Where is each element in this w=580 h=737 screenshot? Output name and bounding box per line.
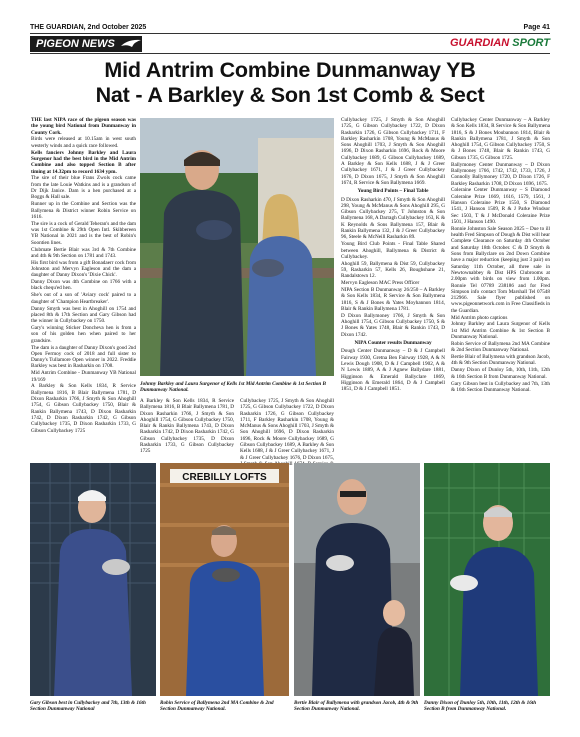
paragraph: A Barkley & Son Kells 1834, R Service Ballymena 1816, B Blair Ballymena 1781, D Dixon Rasharkin 1766, J Smyth & Son Ahoghill 1754, G Gibson Cullybackey 1750, Blair & Rankin Ballymena 1743, D Dixon Rasharkin 1742, D Dixon Rasharkin 1742, G Gibson Cullybackey 1735, D Dixon Rasharkin 1733, G Gibson Cullybackey 1725	[140, 398, 234, 455]
paragraph: His first bird was from a gift Bonadaerr cock from Johnston and Mervyn Eagleson and the dam a daughter of Danny Dixon's 'Dixie Chick'.	[31, 259, 136, 279]
pigeon-wing-icon	[120, 38, 142, 51]
top-rule	[30, 33, 550, 34]
masthead	[30, 22, 550, 32]
main-photo-caption: Johnny Barkley and Laura Surgenor of Kells 1st Mid Antrim Combine & 1st Section B Dunmanway National.	[140, 381, 327, 394]
section-label: PIGEON NEWS	[30, 36, 142, 52]
paragraph: She's out of a son of 'Aviary cock' paired to a daughter of 'Champion Heartbreaker'.	[31, 292, 136, 305]
article-column-4	[451, 117, 550, 455]
article-column-3	[341, 117, 445, 455]
subheading: NIPA Counter results Dunmanway	[354, 340, 432, 347]
paragraph: Ronnie Johnston Sale Season 2025 – Due to ill health Fred Simpson of Dough & Dist will hear Complete Clearance on Saturday 4th October and Saturday 18th October. C & D Smyth & Sons from Ballyclare on 2nd Down Combine have a major reduction (keeping just 3 pair) on Saturday 11th October, all three sale in Newtownabbey & Dist HPS Clubrooms at 2.00pm with birds on view from 1.00pm. Ronnie Tel 07789 238186 and for Fred Simpson info contact Tom Marshall Tel 07548 212966. Sale flyer published on www.pigeonnetwork.com in Free Classifieds in the Guardian.	[451, 225, 550, 314]
subheading: Young Bird Points – Final Table	[357, 188, 429, 195]
paragraph: Dough Center Dunmanway – D & J Campbell Fairway 1930, Gretna Ben Fairway 1928, A & N Lewis Dough 1908, D & J Campbell 1902, A & N Lewis 1889, A & J Agnew Ballydare 1881, Higginson & Emerald Ballyclare 1869, Higginson & Emerald 1864, D & J Campbell 1851, D & J Campbell 1851.	[341, 348, 445, 393]
paragraph: Gary Gibson best in Cullybackey and 7th, 13th & 16th Section Dunmanway National.	[451, 380, 550, 393]
article-column-2b	[240, 398, 334, 461]
article-column-1	[31, 117, 136, 455]
photo-gary-gibson	[30, 463, 156, 696]
page-number: Page 41	[523, 23, 550, 31]
paragraph: Danny Dixon was 4th Combine on 1766 with a black chequ'ed hen.	[31, 279, 136, 292]
photo-bertie-blair	[294, 463, 420, 696]
loft-sign-text: CREBILLY LOFTS	[182, 472, 267, 483]
paragraph: Bertie Blair of Ballymena with grandson Jacob, 4th & 9th Section Dunmanway National.	[451, 354, 550, 367]
photo-caption-1: Gary Gibson best in Cullybackey and 7th, 13th & 16th Section Dunmanway National	[30, 700, 146, 713]
lead-paragraph: THE last NIPA race of the pigeon season was the young bird National from Dunmanway in County Cork.	[31, 117, 136, 136]
paragraph: D Dixon Ballymoney 1766, J Smyth & Son Ahoghill 1754, G Gibson Cullybackey 1750, S & J Bones & Yates 1748, Blair & Rankin 1743, D Dixon 1742.	[341, 312, 445, 338]
paragraph: Cullybackey 1725, J Smyth & Son Ahoghill 1725, G Gibson Cullybackey 1722, D Dixon Rasharkin 1726, G Gibson Cullybackey 1711, F Barkley Rasharkin 1708, Young & McManus & Sons Ahoghill 1703, J Smyth & Son Ahoghill 1696, D Dixon Rasharkin 1696, Rock & Moore Cullybackey 1689, G Gibson Cullybackey 1689, A Barkley & Son Kells 1688, J & J Greer Cullybackey 1671, J & J Greer Cullybackey 1676, D Dixon 1675,	[240, 398, 334, 461]
paragraph: The sire of their blue Frans Zwols cock came from the late Louie Watkins and is a grandson of Dr Dijk Janice. Dam is a hen purchased at a Boggs & Hall sale.	[31, 175, 136, 201]
headline	[30, 58, 550, 108]
photo-robin-service	[160, 463, 289, 696]
paragraph: Mid Antrim Combine - Dunmanway YB National 19/169	[31, 370, 136, 383]
section-rule	[30, 53, 550, 54]
paragraph: Danny Smyth was best in Ahoghill on 1754 and placed 8th & 17th Section and Gary Gibson had the winner in Cullybackey on 1750.	[31, 305, 136, 325]
paragraph: NIPA Section B Dunmanway 26/250 – A Barkley & Son Kells 1834, R Service & Son Ballymena 1816, S & J Bones & Yates Moyhannon 1814, Blair & Rankin Ballymena 1781.	[341, 287, 445, 312]
paragraph: Runner up in the Combine and Section was the Ballymena & District winner Robin Service on 1616.	[31, 201, 136, 220]
paragraph: Gary's winning Sticker Doncheva hen is from a son of his golden hen when paired to her grandsire.	[31, 325, 136, 344]
paragraph: Kells fanciers Johnny Barkley and Laura Surgenor had the best bird in the Mid Antrim Combine and also topped Section B after timing at 14.32pm to record 1634 ypm.	[31, 149, 136, 175]
photo-caption-2: Robin Service of Ballymena 2nd MA Combine & 2nd Section Dunmanway National.	[160, 700, 274, 713]
paragraph: Cullybackey Center Dunmanway – A Barkley & Son Kells 1834, R Service & Son Ballymena 1816, S & J Bones Moubannon 1814, Blair & Rankin Ballymena 1781, J Smyth & Son Ahoghill 1754, G Gibson Cullybackey 1750, S & J Bones 1748, Blair & Rankin 1743, G Gibson 1735, G Gibson 1725.	[451, 117, 550, 161]
paragraph: D Dixon Rasharkin 470, J Smyth & Son Ahoghill 298, Young & McManus & Sons Ahoghill 295, G Gibson Cullybackey 275, T Johnston & Son Ballymena 168, A Darragh Cullybackey 163, K & K Reynolds & Sons Ballymena 157, Blair & Rankin Ballymena 132, J & J Greer Cullybackey 96, Steele & McNeill Rasharkin 89.	[341, 196, 445, 241]
paragraph: Coleraine Center Dunmanway – S Diamond Coleraine Prize 1669, 1616, 1579, 1561, J Hanson Coleraine Prize 1550, S Diamond 1541, J Hanson 1509, R & J Parke Windsor Sec 1503, T & J McDonald Coleraine Prize 1501, J Hanson 1490.	[451, 187, 550, 225]
photo-caption-3: Bertie Blair of Ballymena with grandson Jacob, 4th & 9th Section Dunmanway National.	[294, 700, 419, 713]
photo-caption-4: Danny Dixon of Dunloy 5th, 10th, 11th, 12th & 16th Section B from Dunmanway National.	[424, 700, 537, 713]
article-column-2a	[140, 398, 234, 455]
paragraph: Young Bird Club Points - Final Table Shared between Ahoghill, Ballymena & District & Cullybackey.	[341, 241, 445, 260]
paragraph: Birds were released at 10.15am in west south westerly winds and a quick race followed.	[31, 136, 136, 149]
headline-line-2: Nat - A Barkley & Son 1st Comb & Sect	[95, 83, 485, 107]
main-photo	[140, 118, 334, 376]
section-bar	[30, 36, 550, 52]
paragraph: Danny Dixon of Dunloy 5th, 10th, 11th, 12th & 16th Section B from Dunmanway National.	[451, 367, 550, 380]
paragraph: Mid Antrim photo captions	[451, 314, 508, 321]
photo-danny-dixon	[424, 463, 550, 696]
guardian-sport-logo: GUARDIAN SPORT	[449, 37, 550, 49]
headline-line-1: Mid Antrim Combine Dunmanway YB	[104, 58, 476, 82]
paragraph: A Barkley & Son Kells 1834, R Service Ballymena 1816, B Blair Ballymena 1781, D Dixon Rasharkin 1766, J Smyth & Son Ahoghill 1754, G Gibson Cullybackey 1750, Blair & Rankin Ballymena 1743, D Dixon Rasharkin 1742, D Dixon Rasharkin 1742, G Gibson Cullybackey 1735, D Dixon Rasharkin 1733, G Gibson Cullybackey 1725	[31, 383, 136, 434]
paper-date: THE GUARDIAN, 2nd October 2025	[30, 23, 147, 31]
paragraph: Ahoghill 59, Ballymena & Dist 59, Cullybackey 59, Rasharkin 57, Kells 26, Boughshane 21, Randalstown 12.	[341, 260, 445, 280]
paragraph: The sire is a cock of Gerald Teheran's and the dam was 1st Combine & 29th Open Intl. Skibbereen YB National in 2021 and is the best of Robin's Soontien lines.	[31, 220, 136, 246]
paragraph: Ballymoney Center Dunmanway – D Dixon Ballymoney 1766, 1742, 1742, 1733, 1726, J Connolly Ballymoney 1720, D Dixon 1726, F Barkley Rasharkin 1708, D Dixon 1696, 1675.	[451, 161, 550, 187]
paragraph: Mervyn Eagleson MAC Press Officer	[341, 280, 420, 287]
paragraph: Clubmate Bertie Blair was 3rd & 7th Combine and 4th & 9th Section on 1781 and 1743.	[31, 246, 136, 259]
paragraph: Robin Service of Ballymena 2nd MA Combine & 2nd Section Dunmanway National.	[451, 340, 550, 354]
paragraph: Cullybackey 1725, J Smyth & Son Ahoghill 1725, G Gibson Cullybackey 1722, D Dixon Rasharkin 1726, G Gibson Cullybackey 1711, F Barkley Rasharkin 1708, Young & McManus & Sons Ahoghill 1703, J Smyth & Son Ahoghill 1696, D Dixon Rasharkin 1696, Rock & Moore Cullybackey 1689, G Gibson Cullybackey 1689, A Barkley & Son Kells 1688, J & J Greer Cullybackey 1671, J & J Greer Cullybackey 1676, D Dixon 1675, J Smyth & Son Ahoghill 1674, R Service & Son Ballymena 1669.	[341, 117, 445, 186]
paragraph: The dam is a daughter of Danny Dixon's good 2nd Open Fermoy cock of 2018 and full sister to Danny's Tullamore Open winner in 2022. Freddie Barkley was best in Rasharkin on 1708.	[31, 344, 136, 370]
paragraph: Johnny Barkley and Laura Surgenor of Kells 1st Mid Antrim Combine & 1st Section B Dunmanway National.	[451, 321, 550, 341]
